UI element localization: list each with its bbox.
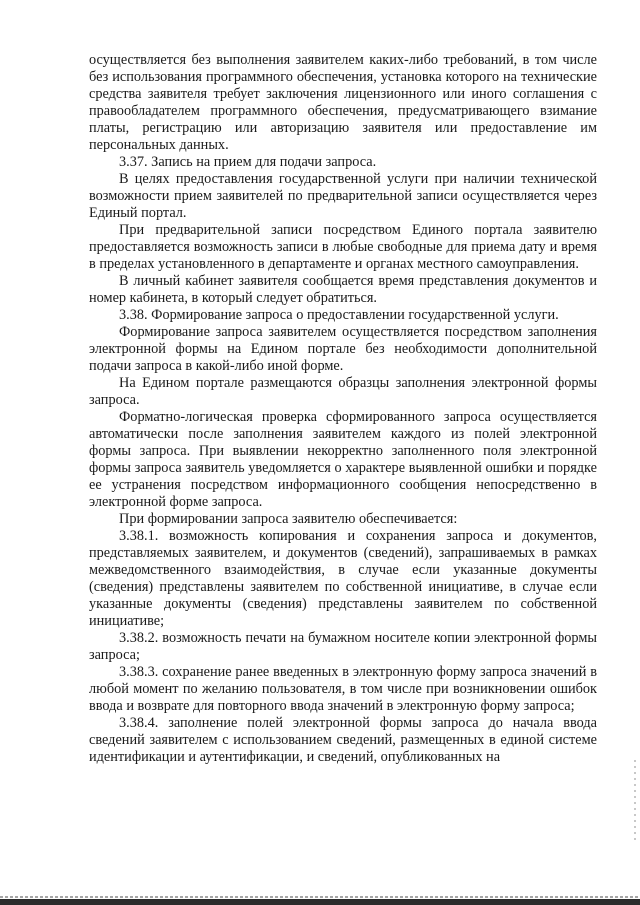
paragraph-item-3-38-3: 3.38.3. сохранение ранее введенных в электронную форму запроса значений в любой момент по желанию пользователя, в том числе при возникновении ошибок ввода и возврате для повторного ввода значений в электронную форму запроса; (89, 664, 597, 714)
paragraph-personal-cabinet: В личный кабинет заявителя сообщается время представления документов и номер кабинета, в который следует обратиться. (89, 273, 597, 306)
paragraph-item-3-38-1: 3.38.1. возможность копирования и сохранения запроса и документов, представляемых заявителем, и документов (сведений), запрашиваемых в рамках межведомственного взаимодействия, в случае если указанные документы (сведения) представлены заявителем по собственной инициативе, в случае если указанные документы (сведения) представлены заявителем по собственной инициативе; (89, 528, 597, 629)
paragraph-appointment-options: При предварительной записи посредством Единого портала заявителю предоставляется возможность записи в любые свободные для приема дату и время в пределах установленного в департаменте и органах местного самоуправления. (89, 222, 597, 272)
scan-bottom-edge (0, 899, 640, 905)
scan-edge-mark (634, 760, 636, 840)
paragraph-item-3-38-4: 3.38.4. заполнение полей электронной формы запроса до начала ввода сведений заявителем с использованием сведений, размещенных в единой системе идентификации и аутентификации, и сведений, опубликованных на (89, 715, 597, 765)
paragraph-item-3-38-2: 3.38.2. возможность печати на бумажном носителе копии электронной формы запроса; (89, 630, 597, 663)
document-body (89, 52, 597, 766)
paragraph-appointment-purpose: В целях предоставления государственной услуги при наличии технической возможности прием заявителей по предварительной записи осуществляется через Единый портал. (89, 171, 597, 221)
paragraph-provisions-intro: При формировании запроса заявителю обеспечивается: (119, 511, 458, 527)
paragraph-request-formation: Формирование запроса заявителем осуществляется посредством заполнения электронной формы на Едином портале без необходимости дополнительной подачи запроса в какой-либо иной форме. (89, 324, 597, 374)
paragraph-section-3-37-heading: 3.37. Запись на прием для подачи запроса. (119, 154, 377, 170)
paragraph-form-samples: На Едином портале размещаются образцы заполнения электронной формы запроса. (89, 375, 597, 408)
paragraph-continuation: осуществляется без выполнения заявителем каких-либо требований, в том числе без использования программного обеспечения, установка которого на технические средства заявителя требует заключения лицензионного или иного соглашения с правообладателем программного обеспечения, предусматривающего взимание платы, регистрацию или авторизацию заявителя или предоставление им персональных данных. (89, 52, 597, 153)
paragraph-section-3-38-heading: 3.38. Формирование запроса о предоставлении государственной услуги. (119, 307, 559, 323)
paragraph-format-check: Форматно-логическая проверка сформированного запроса осуществляется автоматически после заполнения заявителем каждого из полей электронной формы запроса. При выявлении некорректно заполненного поля электронной формы запроса заявитель уведомляется о характере выявленной ошибки и порядке ее устранения посредством информационного сообщения непосредственно в электронной форме запроса. (89, 409, 597, 510)
